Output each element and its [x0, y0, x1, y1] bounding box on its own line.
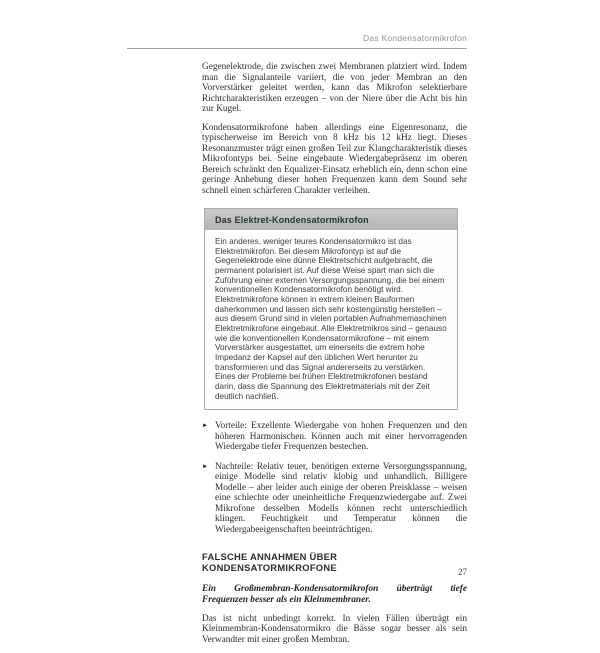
paragraph-richtcharakteristik: Gegenelektrode, die zwischen zwei Membranen platziert wird. Indem man die Signalanteile variiert, die von jeder Membran an den Vorverstärker geleitet werden, kann das Mikrofon selektierbare Richtcharakteristiken erzeugen – von der Niere über die Acht bis hin zur Kugel.: [202, 62, 467, 114]
answer-paragraph: Das ist nicht unbedingt korrekt. In vielen Fällen überträgt ein Kleinmembran-Kondensatormikro die Bässe sogar besser als sein Verwandter mit einer großen Membran.: [202, 613, 467, 645]
bullet-arrow-icon: ►: [202, 462, 209, 470]
paragraph-eigenresonanz: Kondensatormikrofone haben allerdings eine Eigenresonanz, die typischerweise im Bereich von 8 kHz bis 12 kHz liegt. Dieses Resonanzmuster trägt einen großen Teil zur Klangcharakteristik dieses Mikrofontyps bei. Seine eingebaute Wiedergabepräsenz im oberen Bereich schränkt den Equalizer-Einsatz erheblich ein, denn schon eine geringe Anhebung dieser hohen Frequenzen kann dem Sound sehr schnell einen schärferen Charakter verleihen.: [202, 122, 467, 196]
page-content: [202, 62, 467, 653]
bullet-arrow-icon: ►: [202, 422, 209, 430]
running-header: [127, 33, 467, 43]
section-heading-falsche-annahmen: FALSCHE ANNAHMEN ÜBER KONDENSATORMIKROFONE: [202, 551, 338, 574]
bullet-item-vorteile: [202, 421, 467, 453]
bullet-item-nachteile: [202, 462, 467, 536]
bullet-text-vorteile: Vorteile: Exzellente Wiedergabe von hohen Frequenzen und den höheren Harmonischen. Können auch mit einer hervorragenden Wiedergabe tiefer Frequenzen bestechen.: [215, 421, 467, 453]
infobox-body: Ein anderes, weniger teures Kondensatormikro ist das Elektretmikrofon. Bei diesem Mikrofontyp ist auf die Gegenelektrode eine dünne Elektretschicht aufgebracht, die permanent polarisiert ist. Auf diese Weise spart man sich die Zuführung einer externen Versorgungsspannung, die bei einem konventionellen Kondensatormikrofon benötigt wird. Elektretmikrofone können in extrem kleinen Bauformen daherkommen und lassen sich sehr kostengünstig herstellen – aus diesem Grund sind in vielen portablen Aufnahmemaschinen Elektretmikrofone eingebaut. Alle Elektretmikros sind – genauso wie die konventionellen Kondensatormikrofone – mit einem Vorverstärker ausgestattet, um einerseits die extrem hohe Impedanz der Kapsel auf den üblichen Wert herunter zu transformieren und das Signal andererseits zu verstärken. Eines der Probleme bei frühen Elektretmikrofonen bestand darin, dass die Spannung des Elektretmaterials mit der Zeit deutlich nachließ.: [215, 237, 447, 401]
header-rule: [127, 48, 467, 49]
bullet-text-nachteile: Nachteile: Relativ teuer, benötigen externe Versorgungsspannung, einige Modelle sind relativ klobig und unhandlich. Billigere Modelle – aber leider auch einige der oberen Preisklasse – weisen eine schlechte oder uneinheitliche Frequenzwiedergabe auf. Zwei Mikrofone desselben Modells können recht unterschiedlich klingen. Feuchtigkeit und Temperatur können die Wiedergabeeigenschaften beeinträchtigen.: [215, 461, 467, 535]
claim-paragraph: Ein Großmembran-Kondensatormikrofon überträgt tiefe Frequenzen besser als ein Kleinmembraner.: [202, 584, 467, 606]
running-title: Das Kondensatormikrofon: [362, 33, 467, 43]
infobox-elektret: [204, 208, 458, 410]
infobox-title: Das Elektret-Kondensatormikrofon: [205, 209, 457, 230]
page-number: 27: [458, 567, 467, 577]
